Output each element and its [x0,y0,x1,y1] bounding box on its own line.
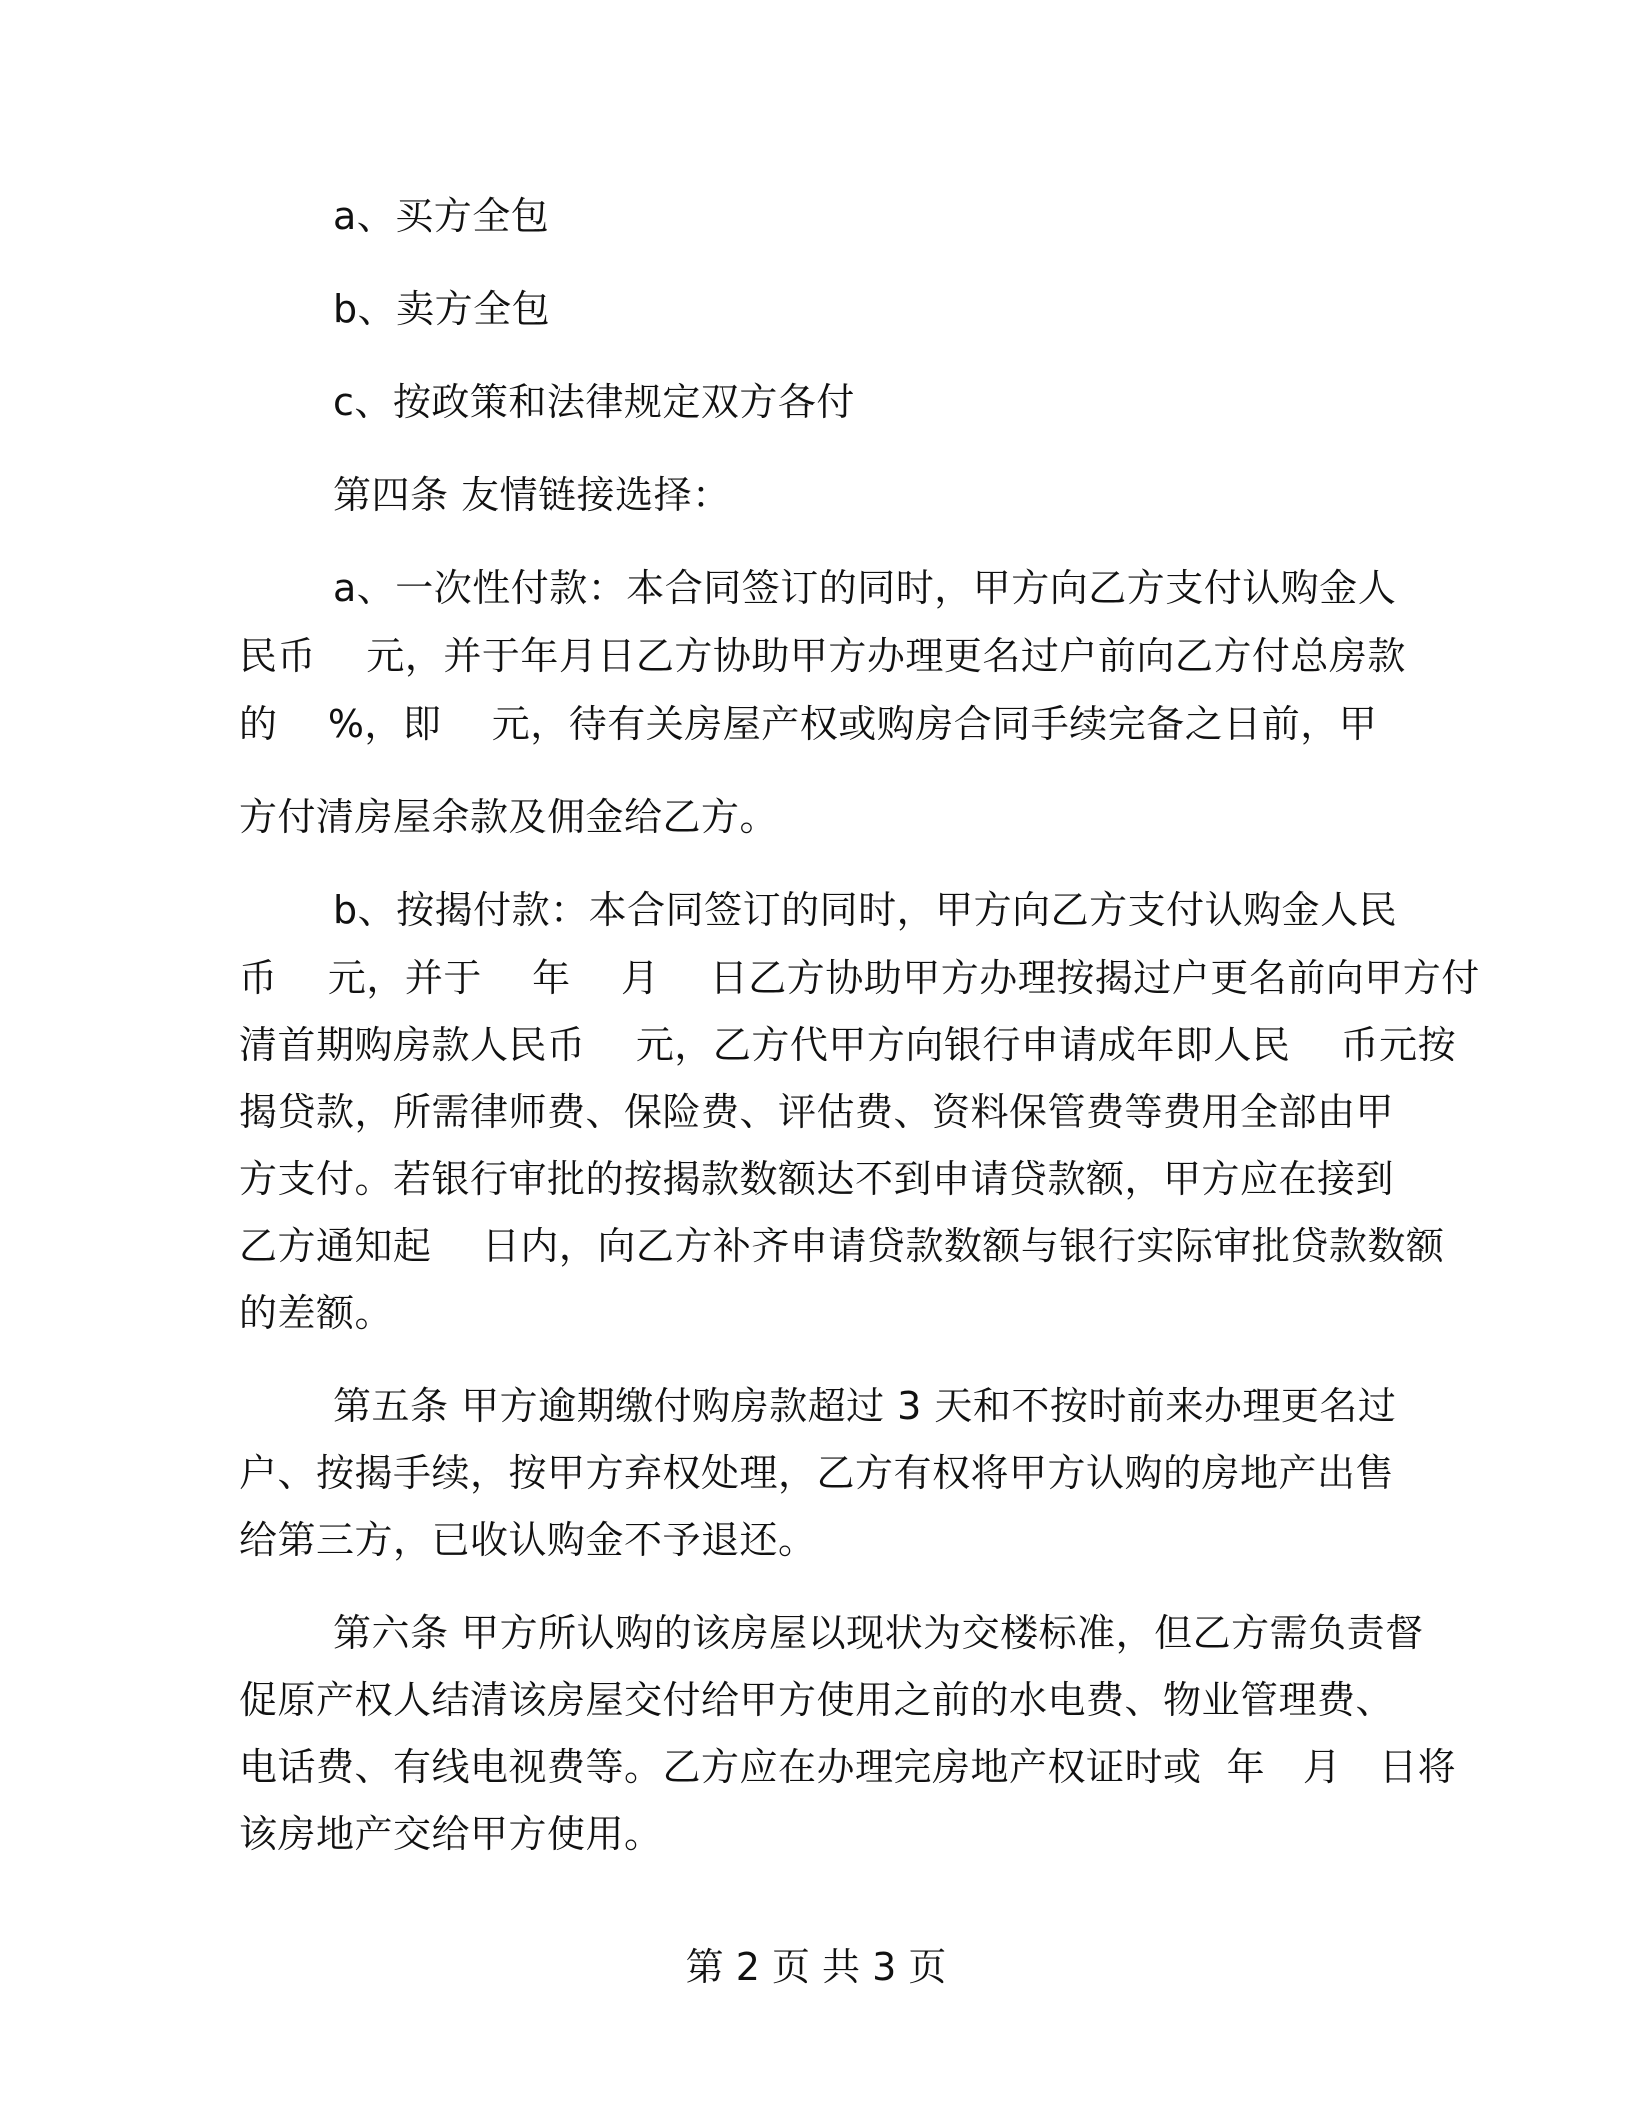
text-line-13: 方支付。若银行审批的按揭款数额达不到申请贷款额，甲方应在接到 [239,1157,1395,1201]
article-6-line-2: 促原产权人结清该房屋交付给甲方使用之前的水电费、物业管理费、 [239,1678,1395,1722]
article-6-line-3: 电话费、有线电视费等。乙方应在办理完房地产权证时或 年 月 日将 [239,1745,1457,1789]
text-line-1: a、买方全包 [333,194,550,238]
article-4-heading: 第四条 友情链接选择： [333,473,731,517]
text-line-5: a、一次性付款：本合同签订的同时，甲方向乙方支付认购金人 [333,566,1397,610]
text-line-7: 的 %，即 元，待有关房屋产权或购房合同手续完备之日前，甲 [239,702,1378,746]
article-5-line-1: 第五条 甲方逾期缴付购房款超过 3 天和不按时前来办理更名过 [333,1384,1397,1428]
article-5-line-2: 户、按揭手续，按甲方弃权处理，乙方有权将甲方认购的房地产出售 [239,1451,1395,1495]
text-line-15: 的差额。 [239,1291,394,1335]
text-line-14: 乙方通知起 日内，向乙方补齐申请贷款数额与银行实际审批贷款数额 [239,1224,1445,1268]
text-line-12: 揭贷款，所需律师费、保险费、评估费、资料保管费等费用全部由甲 [239,1090,1395,1134]
text-line-11: 清首期购房款人民币 元，乙方代甲方向银行申请成年即人民 币元按 [239,1023,1457,1067]
article-6-line-1: 第六条 甲方所认购的该房屋以现状为交楼标准，但乙方需负责督 [333,1611,1424,1655]
article-6-line-4: 该房地产交给甲方使用。 [239,1812,663,1856]
text-line-8: 方付清房屋余款及佣金给乙方。 [239,795,779,839]
text-line-6: 民币 元，并于年月日乙方协助甲方办理更名过户前向乙方付总房款 [239,634,1406,678]
text-line-2: b、卖方全包 [333,287,551,331]
text-line-3: c、按政策和法律规定双方各付 [333,380,855,424]
text-line-10: 币 元，并于 年 月 日乙方协助甲方办理按揭过户更名前向甲方付 [239,956,1480,1000]
text-line-9: b、按揭付款：本合同签订的同时，甲方向乙方支付认购金人民 [333,888,1398,932]
article-5-line-3: 给第三方，已收认购金不予退还。 [239,1518,817,1562]
page-number-footer: 第 2 页 共 3 页 [685,1945,947,1989]
